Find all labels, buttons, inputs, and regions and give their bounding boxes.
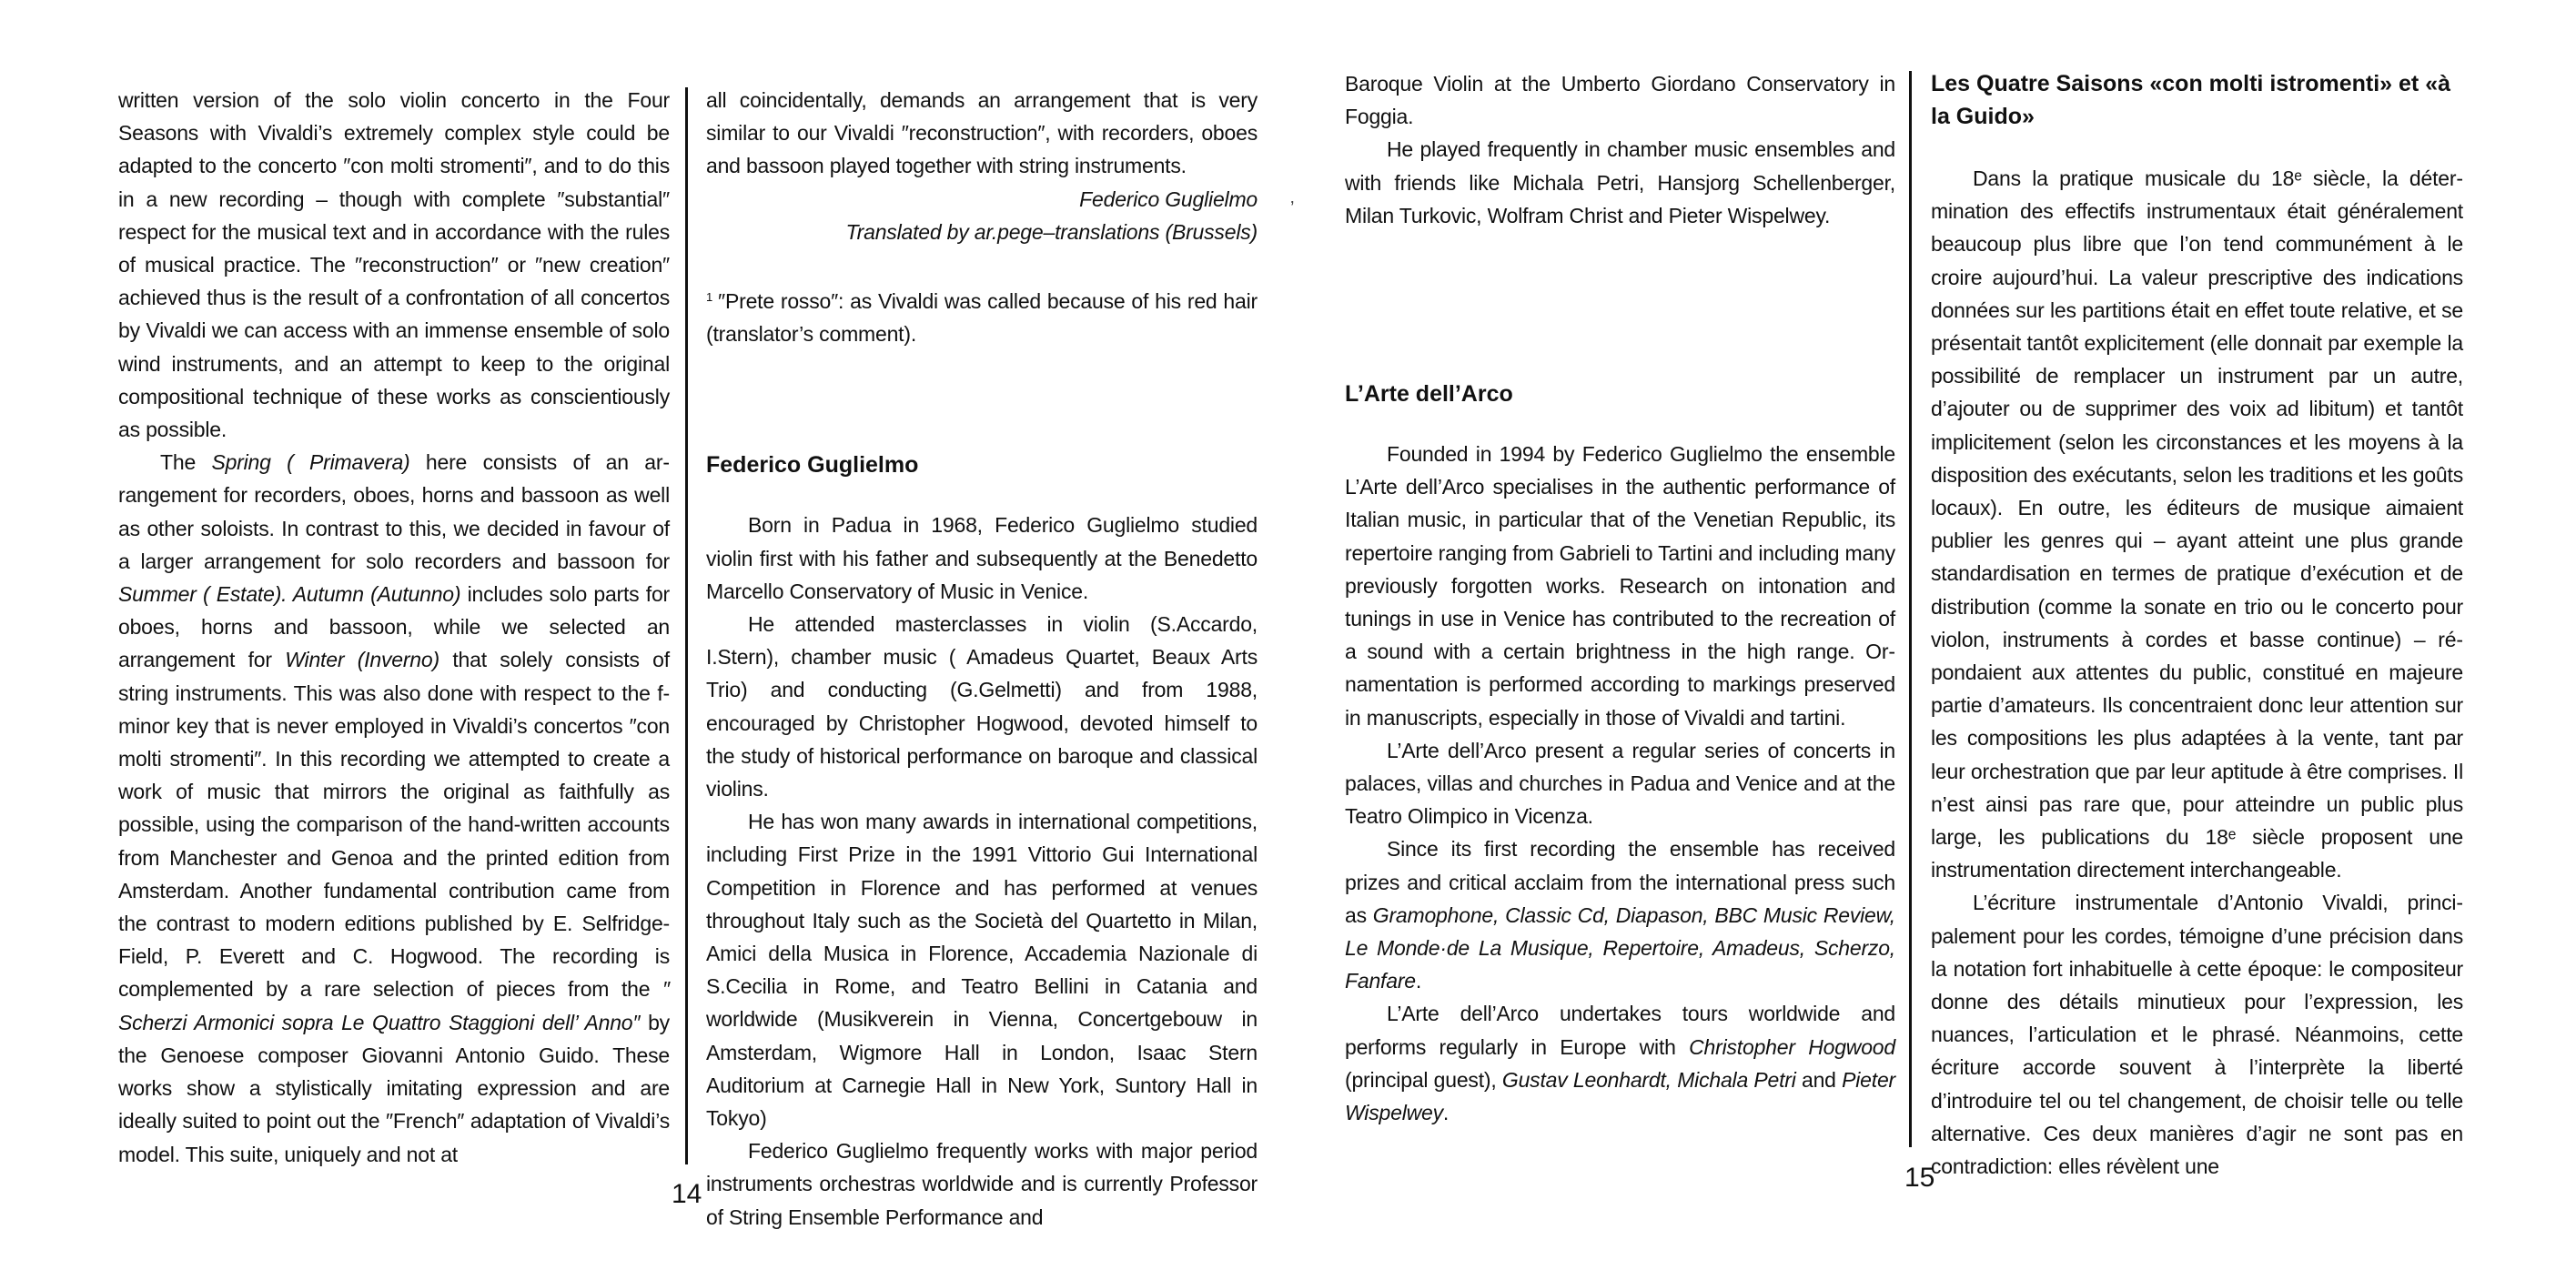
text-run: that solely consists of string instruments. This was also done with respect to the f-minor key that is never employed in Vivaldi’s concertos ″con molti stromenti″. In this recording we attempted to create a work of music that mirrors the original as faithfully as possible, using the comparison of the hand-written accounts from Manchester and Genoa and the printed edition from Amsterdam. Another fundamental contribution came from the contrast to modern editions published by E. Selfridge-Field, P. Everett and C. Hogwood. The recording is complemented by a rare selection of pieces from the (118, 648, 670, 1002)
italic-text: Gramophone, Classic Cd, Diapason, BBC Music Review, Le Monde·de La Musique, Repertoire, Amadeus, Scherzo, Fanfare (1345, 902, 1895, 993)
page-14-column-1 (118, 84, 670, 1171)
paragraph: all coincidentally, demands an arrangement that is very similar to our Vivaldi ″reconstruction″, with recorders, oboes and bassoon played together with string instruments. (706, 88, 1258, 178)
italic-text: Gustav Leonhardt, Michala Petri (1501, 1067, 1796, 1092)
text-run: . (1415, 969, 1422, 993)
signature-author: Federico Guglielmo (1079, 186, 1258, 211)
paragraph: Baroque Violin at the Umberto Giordano Conservatory in Foggia. (1345, 72, 1895, 129)
paragraph (118, 446, 670, 1170)
section-heading: L’Arte dell’Arco (1345, 381, 1513, 408)
italic-text: Christopher Hogwood (1689, 1034, 1895, 1059)
text-run: here consists of an arrangement for recorders, oboes, horns and bassoon as well as other soloists. In contrast to this, we decided in favour of a larger arrangement for solo recorders and bassoon for (118, 450, 670, 573)
footnote (706, 281, 1258, 350)
page-number: 15 (1904, 1163, 1935, 1193)
paragraph: written version of the solo violin concerto in the Four Seasons with Vivaldi’s extremely complex style could be adapted to the concerto ″con molti stromenti″, and to do this in a new recording – though with complete ″substantial″ respect for the musical text and in accordance with the rules of musical practice. The ″reconstruction″ or ″new creation″ achieved thus is the result of a confrontation of all concertos by Vivaldi we can access with an immense ensemble of solo wind instruments, and an attempt to keep to the original compositional technique of these works as conscientiously as possible. (118, 88, 670, 442)
stray-mark: ’ (1290, 198, 1295, 218)
signature-translator: Translated by ar.pege–translations (Brussels) (845, 219, 1258, 244)
paragraph: Founded in 1994 by Federico Guglielmo the ensemble L’Arte dell’Arco specialises in the authentic performance of Italian music, in particular that of the Venetian Republic, its repertoire ranging from Gabrieli to Tartini and including many previously forgotten works. Research on intonation and tunings in use in Venice has contributed to the recreation of a sound with a certain brightness in the high range. Ornamentation is performed according to markings preserved in manuscripts, especially in those of Vivaldi and tartini. (1345, 442, 1895, 730)
column-divider (685, 87, 688, 1164)
paragraph: Dans la pratique musicale du 18ᵉ siècle, la détermination des effectifs instrumentaux était généralement beaucoup plus libre que l’on tend communément à le croire aujourd’hui. La valeur prescriptive des indications données sur les partitions était en effet toute relative, et se présentait tantôt explicitement (elle donnait par exemple la possibilité de remplacer un instrument par un autre, d’ajouter ou de supprimer des voix ad libitum) et tantôt implicitement (selon les circonstances et les moyens à la disposition des exécutants, selon les traditions et les goûts locaux). En outre, les éditeurs de musique aimaient publier les genres qui – ayant atteint une plus grande standardisation en termes de pratique d’exécution et de distribution (comme la sonate en trio ou le concerto pour violon, instruments à cordes et basse continue) – répondaient aux attentes du public, constitué en majeure partie d’amateurs. Ils concentraient donc leur attention sur les compositions les plus adaptées à la vente, tant par leur orchestration que par leur aptitude à être comprises. Il n’est ainsi pas rare que, pour atteindre un public plus large, les publications du 18ᵉ siècle proposent une instrumentation directement interchangeable. (1931, 166, 2463, 882)
page-15-column-2 (1931, 67, 2463, 1183)
paragraph: L’écriture instrumentale d’Antonio Vivaldi, principalement pour les cordes, témoigne d’une précision dans la notation fort inhabituelle à cette époque: le compositeur donne des détails minutieux pour l’expression, les nuances, l’articulation et le phrasé. Néanmoins, cette écriture accorde souvent à l’interprète la liberté d’introduire tel ou tel changement, de choisir telle ou telle alternative. Ces deux manières d’agir ne sont pas en contradiction: elles révèlent une (1931, 891, 2463, 1179)
text-run: includes solo parts for oboes, horns and bassoon, while we selected an arrangement for (118, 582, 670, 672)
signature (706, 183, 1258, 248)
text-run: . (1442, 1101, 1450, 1125)
text-run: by the Genoese composer Giovanni Antonio Guido. These works show a stylistically imitating expression and are ideally suited to point out the ″French″ adaptation of Vivaldi’s model. This suite, uniquely and not at (118, 1010, 670, 1166)
section-heading: Federico Guglielmo (706, 452, 919, 479)
italic-text: Pieter Wispelwey (1345, 1067, 1895, 1125)
text-run: The (160, 450, 212, 475)
page-15-column-1 (1345, 67, 1895, 1129)
paragraph (1345, 997, 1895, 1129)
text-run: (principal guest), (1345, 1067, 1502, 1092)
italic-text: Winter (Inverno) (285, 648, 439, 672)
page-number: 14 (672, 1179, 702, 1209)
page-14-column-2 (706, 84, 1258, 1234)
text-run: Since its first recording the ensemble has received prizes and critical acclaim from the international press such as (1345, 837, 1895, 927)
paragraph: He has won many awards in international competitions, including First Prize in the 1991 Vittorio Gui International Competition in Florence and has performed at venues throughout Italy such as the Società del Quartetto in Milan, Amici della Musica in Florence, Accademia Nazionale di S.Cecilia in Rome, and Teatro Bellini in Catania and worldwide (Musikverein in Vienna, Concertgebouw in Amsterdam, Wigmore Hall in London, Isaac Stern Auditorium at Carnegie Hall in New York, Suntory Hall in Tokyo) (706, 810, 1258, 1131)
text-run: and (1795, 1067, 1843, 1092)
paragraph: Born in Padua in 1968, Federico Guglielmo studied violin first with his father and subsequently at the Benedetto Marcello Conservatory of Music in Venice. (706, 513, 1258, 603)
italic-text: ″ Scherzi Armonici sopra Le Quattro Staggioni dell’ Anno″ (118, 977, 670, 1034)
column-divider (1909, 71, 1912, 1147)
italic-text: Spring ( Primavera) (211, 450, 410, 475)
paragraph: He played frequently in chamber music ensembles and with friends like Michala Petri, Hansjorg Schellenberger, Milan Turkovic, Wolfram Christ and Pieter Wispelwey. (1345, 137, 1895, 227)
paragraph: He attended masterclasses in violin (S.Accardo, I.Stern), chamber music ( Amadeus Quartet, Beaux Arts Trio) and conducting (G.Gelmetti) and from 1988, encouraged by Christopher Hogwood, devoted himself to the study of historical performance on baroque and classical violins. (706, 612, 1258, 801)
footnote-marker: 1 (706, 290, 713, 305)
paragraph: L’Arte dell’Arco present a regular series of concerts in palaces, villas and churches in Padua and Venice and at the Teatro Olimpico in Vicenza. (1345, 738, 1895, 829)
paragraph (1345, 832, 1895, 997)
footnote-text: ″Prete rosso″: as Vivaldi was called because of his red hair (translator’s comment). (706, 289, 1258, 347)
text-run: L’Arte dell’Arco undertakes tours worldwide and performs regularly in Europe with (1345, 1002, 1895, 1059)
paragraph: Federico Guglielmo frequently works with major period instruments orchestras worldwide and is currently Professor of String Ensemble Performance and (706, 1139, 1258, 1229)
section-heading: Les Quatre Saisons «con molti istromenti» et «à la Guido» (1931, 71, 2451, 129)
italic-text: Summer ( Estate). Autumn (Autunno) (118, 582, 461, 607)
